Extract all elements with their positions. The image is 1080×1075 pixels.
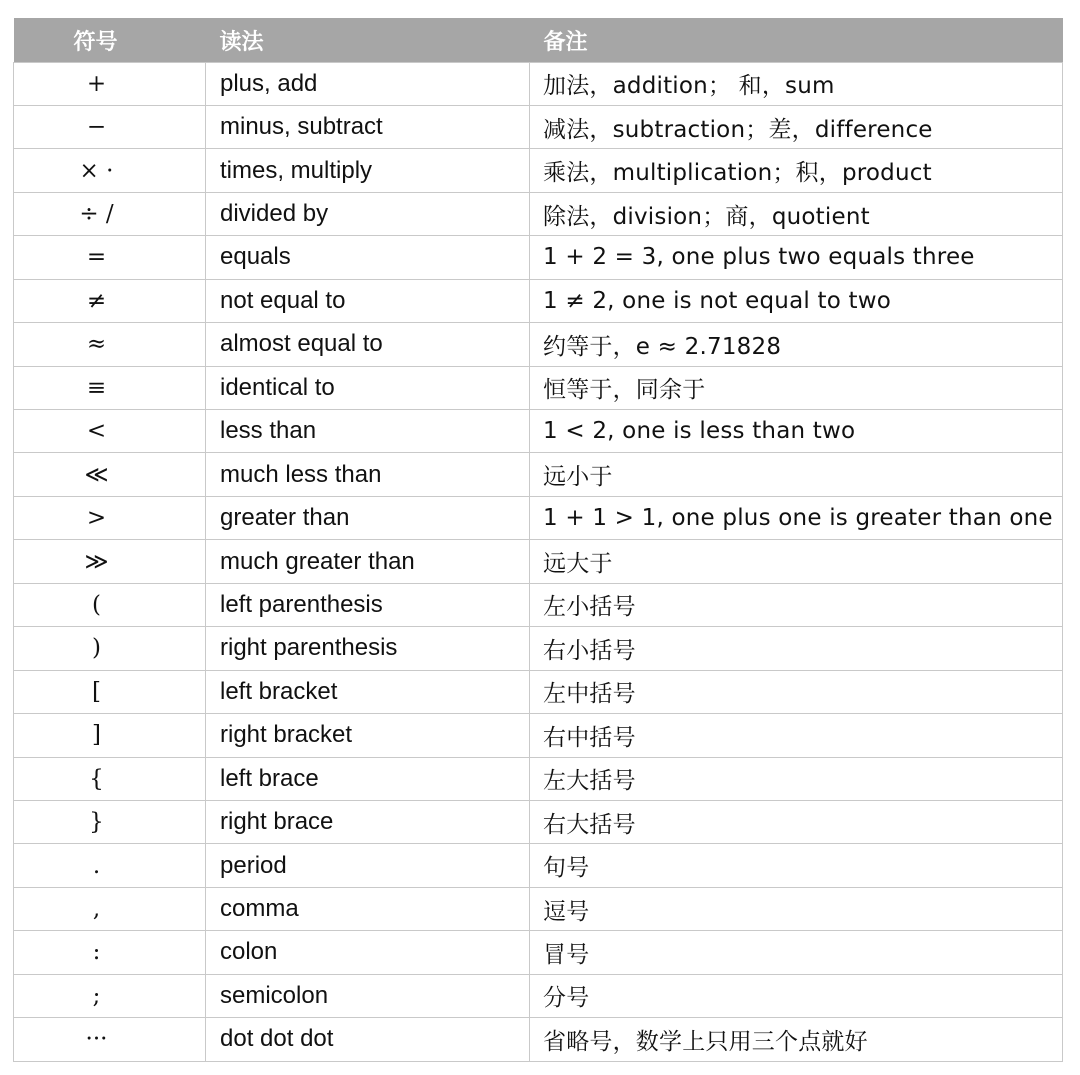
symbol-cell: ÷ / [14,192,206,235]
note-cell: 1 < 2, one is less than two [530,410,1063,453]
table-header-row [14,18,1063,62]
table-row [14,887,1063,930]
symbol-cell: [ [14,670,206,713]
table-row [14,931,1063,974]
note-cell: 恒等于，同余于 [530,366,1063,409]
note-cell: 左小括号 [530,583,1063,626]
table-row [14,1018,1063,1061]
symbol-cell: ··· [14,1018,206,1061]
reading-cell: right parenthesis [206,627,530,670]
table-row [14,410,1063,453]
header-note: 备注 [543,30,588,56]
note-cell: 乘法，multiplication；积，product [530,149,1063,192]
symbol-cell: ] [14,714,206,757]
reading-cell: not equal to [206,279,530,322]
reading-cell: identical to [206,366,530,409]
symbol-cell: . [14,844,206,887]
table-row [14,496,1063,539]
reading-cell: divided by [206,192,530,235]
table-row [14,540,1063,583]
table-row [14,714,1063,757]
note-cell: 句号 [530,844,1063,887]
symbol-cell: ≈ [14,323,206,366]
table-row [14,453,1063,496]
note-cell: 1 + 2 = 3, one plus two equals three [530,236,1063,279]
reading-cell: times, multiply [206,149,530,192]
note-cell: 除法，division；商，quotient [530,192,1063,235]
note-cell: 左中括号 [530,670,1063,713]
symbol-cell: , [14,887,206,930]
note-cell: 冒号 [530,931,1063,974]
table-row [14,583,1063,626]
note-cell: 右大括号 [530,800,1063,843]
symbol-cell: ≪ [14,453,206,496]
note-cell: 减法，subtraction；差，difference [530,105,1063,148]
reading-cell: left bracket [206,670,530,713]
reading-cell: left brace [206,757,530,800]
symbol-cell: ) [14,627,206,670]
reading-cell: less than [206,410,530,453]
note-cell: 分号 [530,974,1063,1017]
table-row [14,844,1063,887]
table-row [14,627,1063,670]
reading-cell: dot dot dot [206,1018,530,1061]
reading-cell: right bracket [206,714,530,757]
reading-cell: equals [206,236,530,279]
note-cell: 右小括号 [530,627,1063,670]
reading-cell: much less than [206,453,530,496]
reading-cell: greater than [206,496,530,539]
note-cell: 加法，addition； 和，sum [530,62,1063,105]
reading-cell: minus, subtract [206,105,530,148]
note-cell: 逗号 [530,887,1063,930]
reading-cell: colon [206,931,530,974]
table-row [14,974,1063,1017]
table-row [14,149,1063,192]
note-cell: 1 + 1 > 1, one plus one is greater than one [530,496,1063,539]
header-symbol: 符号 [73,30,118,56]
symbol-cell: × · [14,149,206,192]
table-row [14,800,1063,843]
symbol-cell: = [14,236,206,279]
reading-cell: right brace [206,800,530,843]
math-symbols-table [13,18,1063,1062]
note-cell: 约等于，e ≈ 2.71828 [530,323,1063,366]
note-cell: 左大括号 [530,757,1063,800]
symbol-cell: } [14,800,206,843]
symbol-cell: ≠ [14,279,206,322]
note-cell: 远大于 [530,540,1063,583]
table-row [14,105,1063,148]
reading-cell: almost equal to [206,323,530,366]
symbol-cell: : [14,931,206,974]
symbol-cell: ≡ [14,366,206,409]
table-row [14,670,1063,713]
symbol-cell: ; [14,974,206,1017]
header-reading-label: 读法 [219,30,264,56]
symbol-cell: { [14,757,206,800]
symbol-cell: < [14,410,206,453]
reading-cell: period [206,844,530,887]
reading-cell: comma [206,887,530,930]
table-row [14,366,1063,409]
symbol-cell: ≫ [14,540,206,583]
symbol-cell: > [14,496,206,539]
table-row [14,323,1063,366]
reading-cell: left parenthesis [206,583,530,626]
note-cell: 远小于 [530,453,1063,496]
table-row [14,279,1063,322]
reading-cell: plus, add [206,62,530,105]
note-cell: 右中括号 [530,714,1063,757]
table-row [14,192,1063,235]
symbol-cell: − [14,105,206,148]
table-row [14,236,1063,279]
symbol-table-container [13,18,1062,1062]
table-row [14,757,1063,800]
reading-cell: much greater than [206,540,530,583]
reading-cell: semicolon [206,974,530,1017]
symbol-cell: + [14,62,206,105]
table-row [14,62,1063,105]
note-cell: 省略号，数学上只用三个点就好 [530,1018,1063,1061]
symbol-cell: ( [14,583,206,626]
note-cell: 1 ≠ 2, one is not equal to two [530,279,1063,322]
header-reading [206,18,530,62]
